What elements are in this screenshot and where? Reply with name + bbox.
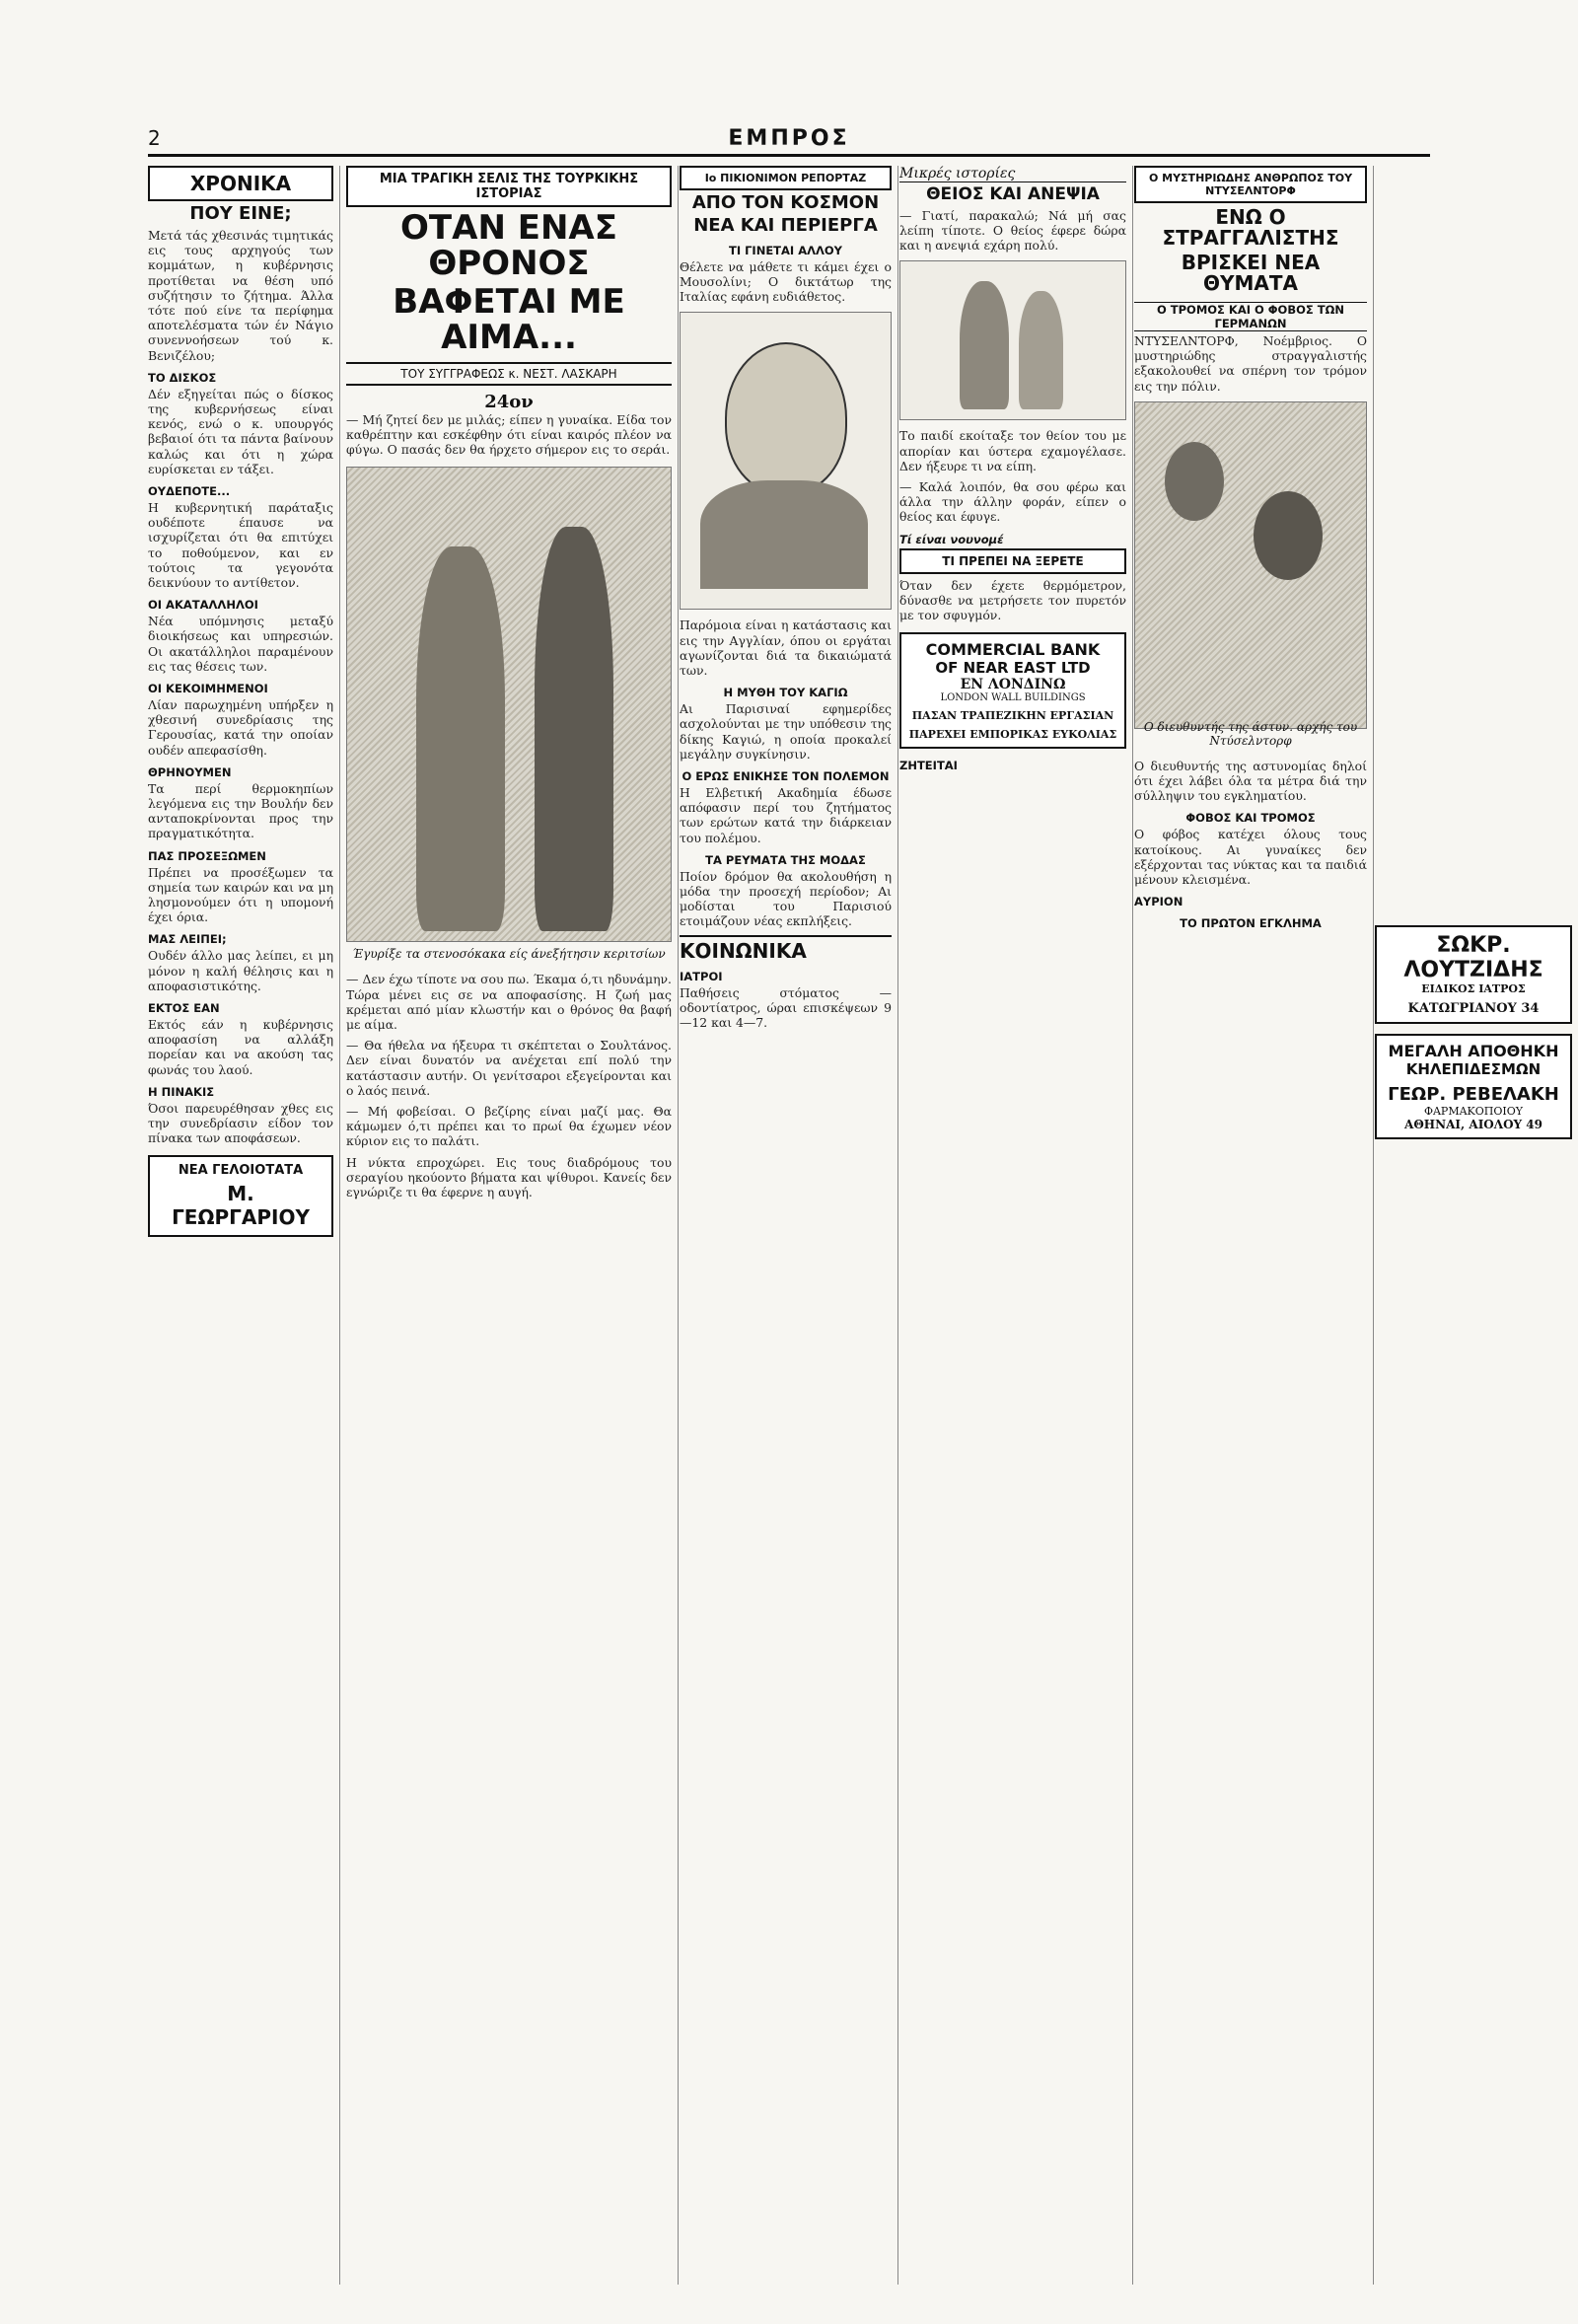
- col4-text: — Καλά λοιπόν, θα σου φέρω και άλλα την άλλην φοράν, είπεν ο θείος και έφυγε.: [899, 479, 1126, 525]
- col1-text: Δέν εξηγείται πώς ο δίσκος της κυβερνήσεως είναι κενός, ενώ ο κ. υπουργός βεβαιοί ότι τα πάντα βαίνουν καλώς και ότι η χώρα ευρίσκεται εν τάξει.: [148, 386, 333, 476]
- col1-text: Τα περί θερμοκηπίων λεγόμενα εις την Βουλήν δεν ανταποκρίνονται προς την πραγματικότητα.: [148, 780, 333, 841]
- col1-sec9-title: ΕΚΤΟΣ ΕΑΝ: [148, 1001, 220, 1016]
- col2-text: — Μή φοβείσαι. Ο βεζίρης είναι μαζί μας. Θα κάμωμεν ό,τι πρέπει και το πρωί θα έχωμεν νέον κύριον εις το παλάτι.: [346, 1103, 672, 1149]
- col1-text: Όσοι παρευρέθησαν χθες εις την συνεδρίασιν είδον τον πίνακα των αποφάσεων.: [148, 1100, 333, 1146]
- col1-sec4-title: ΟΙ ΑΚΑΤΑΛΛΗΛΟΙ: [148, 598, 258, 613]
- bank-ad-line3: ΕΝ ΛΟΝΔΙΝΩ: [960, 677, 1066, 693]
- col2-headline1: ΟΤΑΝ ΕΝΑΣ ΘΡΟΝΟΣ: [400, 208, 617, 283]
- col3-sub: ΤΙ ΓΙΝΕΤΑΙ ΑΛΛΟΥ: [728, 243, 843, 257]
- col2-text: — Θα ήθελα να ήξευρα τι σκέπτεται ο Σουλτάνος. Δεν είναι δυνατόν να ανέχεται επί πολύ την κατάστασιν αυτήν. Οι γενίτσαροι εξεγείρονται και ο λαός πεινά.: [346, 1038, 672, 1098]
- col1-sec7-title: ΠΑΣ ΠΡΟΣΕΞΩΜΕΝ: [148, 848, 266, 863]
- col4-text: — Γιατί, παρακαλώ; Νά μή σας λείπη τίποτε. Ο θείος έφερε δώρα και η ανεψιά εχάρη πολύ.: [899, 207, 1126, 254]
- pharmacy-ad-addr: ΑΘΗΝΑΙ, ΑΙΟΛΟΥ 49: [1404, 1118, 1542, 1131]
- photo-police-chief: [1134, 401, 1367, 748]
- column-throne: [340, 166, 679, 2285]
- col3-sec3-title: ΤΑ ΡΕΥΜΑΤΑ ΤΗΣ ΜΟΔΑΣ: [705, 852, 866, 867]
- col5-headline2: ΒΡΙΣΚΕΙ ΝΕΑ ΘΥΜΑΤΑ: [1181, 251, 1321, 295]
- col5-crime: ΤΟ ΠΡΩΤΟΝ ΕΓΚΛΗΜΑ: [1180, 916, 1322, 931]
- col2-headline2: ΒΑΦΕΤΑΙ ΜΕ ΑΙΜΑ...: [393, 282, 625, 358]
- col1-text: Μετά τάς χθεσινάς τιμητικάς εις τους αρχηγούς των κομμάτων, η κυβέρνησις προτίθεται να θέση υπό συζήτησιν το ζήτημα. Άλλα τότε πού είνε τα περίφημα αποτελέσματα τών έν Νάγιο συνεννοήσεων τού κ. Βενιζέλου;: [148, 227, 333, 363]
- col4-wanted: ΖΗΤΕΙΤΑΙ: [899, 759, 958, 773]
- portrait-mussolini: [680, 312, 892, 610]
- col1-sec3-title: ΟΥΔΕΠΟΤΕ...: [148, 483, 231, 498]
- column-stories: [894, 166, 1133, 2285]
- col4-sec2: Τί είναι νουνομέ: [899, 532, 1004, 546]
- col5-text: ΝΤΥΣΕΛΝΤΟΡΦ, Νοέμβριος. Ο μυστηριώδης στραγγαλιστής εξακολουθεί να σπέρνη τον τρόμον εις την πόλιν.: [1134, 333, 1367, 394]
- col1-text: Πρέπει να προσέξωμεν τα σημεία των καιρών και να μη λησμονούμεν ότι η υπομονή έχει όρια.: [148, 864, 333, 925]
- col1-text: Εκτός εάν η κυβέρνησις αποφασίση να αλλάξη πορείαν και να ακούση τας φωνάς του λαού.: [148, 1017, 333, 1077]
- column-world-news: [674, 166, 898, 2285]
- col3-kicker: Ιο ΠΙΚΙΟΝΙΜΟΝ ΡΕΠΟΡΤΑΖ: [680, 166, 892, 190]
- col4-text: Όταν δεν έχετε θερμόμετρον, δύνασθε να μετρήσετε τον πυρετόν με τον σφυγμόν.: [899, 577, 1126, 623]
- col2-text: — Μή ζητεί δεν με μιλάς; είπεν η γυναίκα. Είδα τον καθρέπτην και εσκέφθην ότι είναι καιρός πλέον να φύγω. Ο πασάς δεν θα ήρχετο σήμερον εις το σεράι.: [346, 411, 672, 458]
- col1-sec10-title: Η ΠΙΝΑΚΙΣ: [148, 1084, 215, 1099]
- doctor-ad-addr: ΚΑΤΩΓΡΙΑΝΟΥ 34: [1407, 1001, 1540, 1016]
- col1-header: ΧΡΟΝΙΚΑ: [148, 166, 333, 201]
- col1-text: Ουδέν άλλο μας λείπει, ει μη μόνον η καλή θέλησις και η αποφασιστικότης.: [148, 948, 333, 993]
- col1-ad-title: ΝΕΑ ΓΕΛΟΙΟΤΑΤΑ: [178, 1163, 304, 1179]
- col3-doctor: ΙΑΤΡΟΙ: [680, 969, 723, 983]
- col1-ad-name: Μ. ΓΕΩΡΓΑΡΙΟΥ: [172, 1182, 310, 1230]
- column-ads: [1369, 166, 1578, 2285]
- col3-text: Παρόμοια είναι η κατάστασις και εις την Αγγλίαν, όπου οι εργάται αγωνίζονται διά τα δικαιώματά των.: [680, 617, 892, 678]
- page-number: 2: [148, 126, 161, 150]
- illustration-children: [899, 260, 1126, 420]
- pharmacy-ad-title: ΜΕΓΑΛΗ ΑΠΟΘΗΚΗ: [1388, 1042, 1559, 1060]
- col3-headline2: ΝΕΑ ΚΑΙ ΠΕΡΙΕΡΓΑ: [693, 214, 878, 236]
- bank-ad-line1: COMMERCIAL BANK: [925, 640, 1101, 660]
- pharmacy-ad-name: ΓΕΩΡ. ΡΕΒΕΛΑΚΗ: [1388, 1084, 1559, 1105]
- newspaper-name: ΕΜΠΡΟΣ: [728, 126, 850, 151]
- bank-ad-line4: LONDON WALL BUILDINGS: [940, 692, 1086, 704]
- col1-sec5-title: ΟΙ ΚΕΚΟΙΜΗΜΕΝΟΙ: [148, 681, 268, 695]
- col4-title: ΘΕΙΟΣ ΚΑΙ ΑΝΕΨΙΑ: [926, 184, 1100, 204]
- col1-sec1-title: ΠΟΥ ΕΙΝΕ;: [189, 203, 292, 224]
- col3-social: ΚΟΙΝΩΝΙΚΑ: [680, 935, 892, 962]
- col3-text: Ποίον δρόμον θα ακολουθήση η μόδα την προσεχή περίοδον; Αι μοδίσται του Παρισιού ετοιμάζουν νέας εκπλήξεις.: [680, 868, 892, 929]
- col2-kicker: ΜΙΑ ΤΡΑΓΙΚΗ ΣΕΛΙΣ ΤΗΣ ΤΟΥΡΚΙΚΗΣ ΙΣΤΟΡΙΑΣ: [346, 166, 672, 207]
- col4-kicker: Μικρές ιστορίες: [899, 166, 1126, 182]
- col3-sec1-title: Η ΜΥΘΗ ΤΟΥ ΚΑΓΙΩ: [723, 686, 848, 700]
- illustration-women: [346, 467, 672, 962]
- masthead: [148, 126, 1430, 157]
- col5-kicker: Ο ΜΥΣΤΗΡΙΩΔΗΣ ΑΝΘΡΩΠΟΣ ΤΟΥ ΝΤΥΣΕΛΝΤΟΡΦ: [1134, 166, 1367, 203]
- col2-byline: ΤΟΥ ΣΥΓΓΡΑΦΕΩΣ κ. ΝΕΣΤ. ΛΑΣΚΑΡΗ: [346, 362, 672, 386]
- col5-text: Ο φόβος κατέχει όλους τους κατοίκους. Αι γυναίκες δεν εξέρχονται τας νύκτας και τα παιδιά μένουν κλεισμένα.: [1134, 827, 1367, 888]
- doctor-ad-role: ΕΙΔΙΚΟΣ ΙΑΤΡΟΣ: [1421, 982, 1526, 995]
- col5-caption: Ο διευθυντής της άστυν. αρχής του Ντύσελντορφ: [1143, 719, 1358, 748]
- col3-text: Αι Παρισιναί εφημερίδες ασχολούνται με την υπόθεσιν της δίκης Καγιώ, η οποία προκαλεί μεγάλην συγκίνησιν.: [680, 701, 892, 762]
- column-chronika: [148, 166, 340, 2285]
- col1-text: Λίαν παρωχημένη υπήρξεν η χθεσινή συνεδρίασις της Γερουσίας, κατά την οποίαν ουδέν απεφασίσθη.: [148, 696, 333, 758]
- doctor-ad-name: ΣΩΚΡ. ΛΟΥΤΖΙΔΗΣ: [1403, 933, 1543, 982]
- col1-sec2-title: ΤΟ ΔΙΣΚΟΣ: [148, 370, 217, 385]
- col1-text: Νέα υπόμνησις μεταξύ διοικήσεως και υπηρεσιών. Οι ακατάλληλοι παραμένουν εις τας θέσεις των.: [148, 614, 333, 674]
- col1-ad: [148, 1155, 333, 1237]
- col5-text: Ο διευθυντής της αστυνομίας δηλοί ότι έχει λάβει όλα τα μέτρα διά την σύλληψιν του εγκληματίου.: [1134, 758, 1367, 804]
- col1-sec6-title: ΘΡΗΝΟΥΜΕΝ: [148, 764, 232, 779]
- col5-sec2-title: ΦΟΒΟΣ ΚΑΙ ΤΡΟΜΟΣ: [1185, 811, 1316, 826]
- col5-headline1: ΕΝΩ Ο ΣΤΡΑΓΓΑΛΙΣΤΗΣ: [1162, 205, 1339, 250]
- col2-text: Η νύκτα επροχώρει. Εις τους διαδρόμους του σεραγίου ηκούοντο βήματα και ψίθυροι. Κανείς δεν εγνώριζε τι θα έφερνε η αυγή.: [346, 1154, 672, 1199]
- pharmacy-ad-sub: ΚΗΛΕΠΙΔΕΣΜΩΝ: [1405, 1060, 1542, 1078]
- doctor-ad: [1375, 925, 1572, 1024]
- col3-headline1: ΑΠΟ ΤΟΝ ΚΟΣΜΟΝ: [691, 192, 880, 213]
- col3-text: Θέλετε να μάθετε τι κάμει έχει ο Μουσολίνι; Ο δικτάτωρ της Ιταλίας εφάνη ευδιάθετος.: [680, 258, 892, 305]
- col3-text: Παθήσεις στόματος — οδοντίατρος, ώραι επισκέψεων 9—12 και 4—7.: [680, 984, 892, 1031]
- col1-sec8-title: ΜΑΣ ΛΕΙΠΕΙ;: [148, 932, 227, 947]
- bank-ad-line6: ΠΑΡΕΧΕΙ ΕΜΠΟΡΙΚΑΣ ΕΥΚΟΛΙΑΣ: [908, 728, 1117, 742]
- col5-tomorrow: ΑΥΡΙΟΝ: [1134, 895, 1184, 909]
- col1-text: Η κυβερνητική παράταξις ουδέποτε έπαυσε να ισχυρίζεται ότι θα επιτύχει το ποθούμενον, και εν τούτοις τα γεγονότα δεικνύουν το αντίθετον.: [148, 499, 333, 590]
- col2-chapter: 24ον: [484, 391, 534, 412]
- pharmacy-ad: [1375, 1034, 1572, 1139]
- pharmacy-ad-role: ΦΑΡΜΑΚΟΠΟΙΟΥ: [1423, 1105, 1524, 1118]
- col2-caption: Έγυρίξε τα στενοσόκακα είς άνεξήτησιν κεριτσίων: [352, 947, 666, 962]
- bank-ad-line5: ΠΑΣΑΝ ΤΡΑΠΕΖΙΚΗΝ ΕΡΓΑΣΙΑΝ: [911, 709, 1114, 723]
- col3-sec2-title: Ο ΕΡΩΣ ΕΝΙΚΗΣΕ ΤΟΝ ΠΟΛΕΜΟΝ: [681, 769, 890, 784]
- col4-text: Το παιδί εκοίταξε τον θείον του με απορίαν και ύστερα εχαμογέλασε. Δεν ήξευρε τι να είπη.: [899, 428, 1126, 473]
- col3-text: Η Ελβετική Ακαδημία έδωσε απόφασιν περί του ζητήματος των ερώτων κατά την διάρκειαν του πολέμου.: [680, 785, 892, 845]
- col4-sec3: ΤΙ ΠΡΕΠΕΙ ΝΑ ΞΕΡΕΤΕ: [899, 548, 1126, 574]
- bank-ad: [899, 632, 1126, 749]
- column-strangler: [1128, 166, 1374, 2285]
- bank-ad-line2: OF NEAR EAST LTD: [935, 659, 1091, 678]
- col5-sub: Ο ΤΡΟΜΟΣ ΚΑΙ Ο ΦΟΒΟΣ ΤΩΝ ΓΕΡΜΑΝΩΝ: [1134, 302, 1367, 331]
- col2-text: — Δεν έχω τίποτε να σου πω. Έκαμα ό,τι ηδυνάμην. Τώρα μένει εις σε να αποφασίσης. Η ζωή μας κρέμεται από μίαν κλωστήν και ο θρόνος θα βαφή με αίμα.: [346, 972, 672, 1032]
